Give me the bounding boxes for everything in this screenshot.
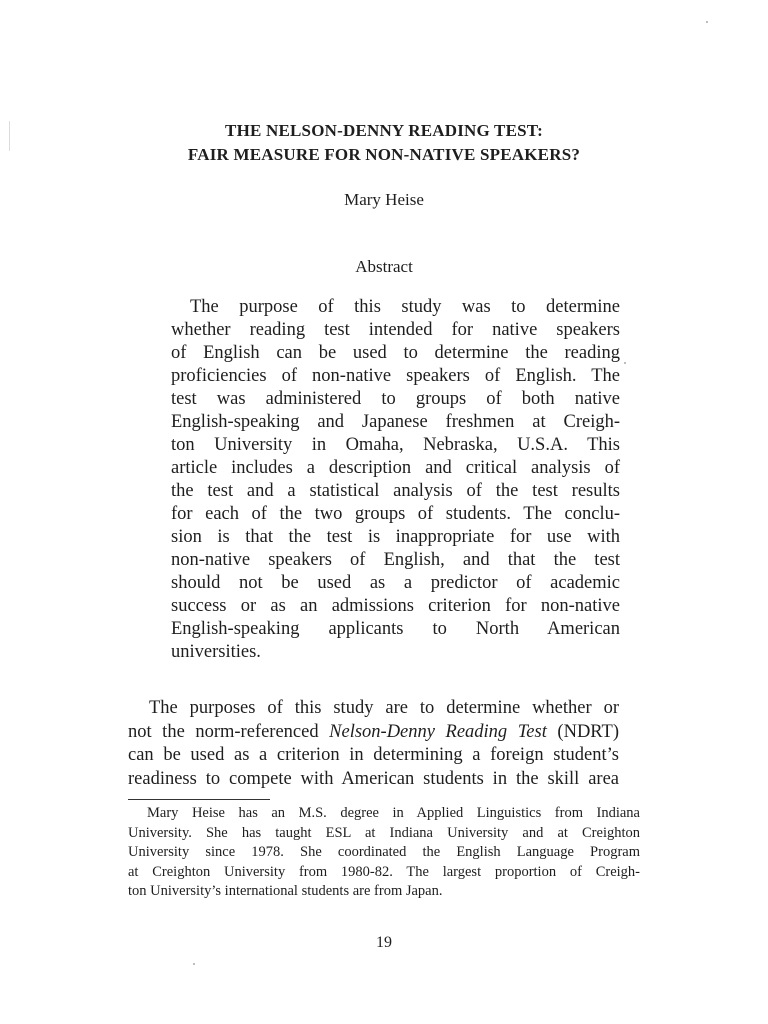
- abstract-line: proficiencies of non-native speakers of English. The: [171, 366, 620, 386]
- abstract-line: the test and a statistical analysis of the test results: [171, 481, 620, 501]
- abstract-text: [171, 296, 620, 664]
- abstract-line: success or as an admissions criterion for non-native: [171, 596, 620, 616]
- abstract-line: should not be used as a predictor of academic: [171, 573, 620, 593]
- footnote-line: University. She has taught ESL at Indiana University and at Creighton: [128, 824, 640, 841]
- body-line: can be used as a criterion in determining a foreign student’s: [128, 745, 619, 765]
- abstract-line: The purpose of this study was to determine: [190, 297, 620, 317]
- scan-speck: [193, 963, 195, 965]
- body-line: readiness to compete with American students in the skill area: [128, 768, 619, 789]
- footnote-line: ton University’s international students are from Japan.: [128, 883, 443, 899]
- abstract-line: sion is that the test is inappropriate for use with: [171, 527, 620, 547]
- abstract-line: whether reading test intended for native speakers: [171, 320, 620, 340]
- abstract-line: ton University in Omaha, Nebraska, U.S.A. This: [171, 435, 620, 455]
- footnote-line: Mary Heise has an M.S. degree in Applied Linguistics from Indiana: [147, 805, 640, 821]
- footnote-line: at Creighton University from 1980-82. The largest proportion of Creigh-: [128, 863, 640, 880]
- body-line: [128, 721, 619, 745]
- abstract-line: of English can be used to determine the reading: [171, 343, 620, 363]
- abstract-heading: Abstract: [355, 257, 413, 276]
- abstract-line: article includes a description and critical analysis of: [171, 458, 620, 478]
- footnote-rule: [128, 799, 270, 800]
- abstract-line: non-native speakers of English, and that the test: [171, 550, 620, 570]
- abstract-line: English-speaking applicants to North American: [171, 619, 620, 639]
- author-footnote: [128, 804, 640, 902]
- page-number: 19: [376, 934, 392, 951]
- author-name: Mary Heise: [344, 190, 424, 209]
- abstract-line: test was administered to groups of both native: [171, 389, 620, 409]
- abstract-line: for each of the two groups of students. The conclu-: [171, 504, 620, 524]
- body-paragraph: [128, 697, 619, 791]
- footnote-line: University since 1978. She coordinated the English Language Program: [128, 844, 640, 860]
- scan-speck: [706, 21, 708, 23]
- paper-title-line-2: FAIR MEASURE FOR NON-NATIVE SPEAKERS?: [187, 145, 581, 164]
- abstract-line: English-speaking and Japanese freshmen at Creigh-: [171, 412, 620, 432]
- scan-speck: [624, 362, 626, 364]
- paper-title-line-1: THE NELSON-DENNY READING TEST:: [225, 121, 543, 140]
- abstract-line: universities.: [171, 642, 261, 662]
- body-line-2-after: (NDRT): [546, 721, 619, 742]
- body-line: The purposes of this study are to determine whether or: [149, 698, 619, 718]
- test-name-italic: Nelson-Denny Reading Test: [329, 721, 547, 742]
- body-line-2-before: not the norm-referenced: [128, 721, 330, 742]
